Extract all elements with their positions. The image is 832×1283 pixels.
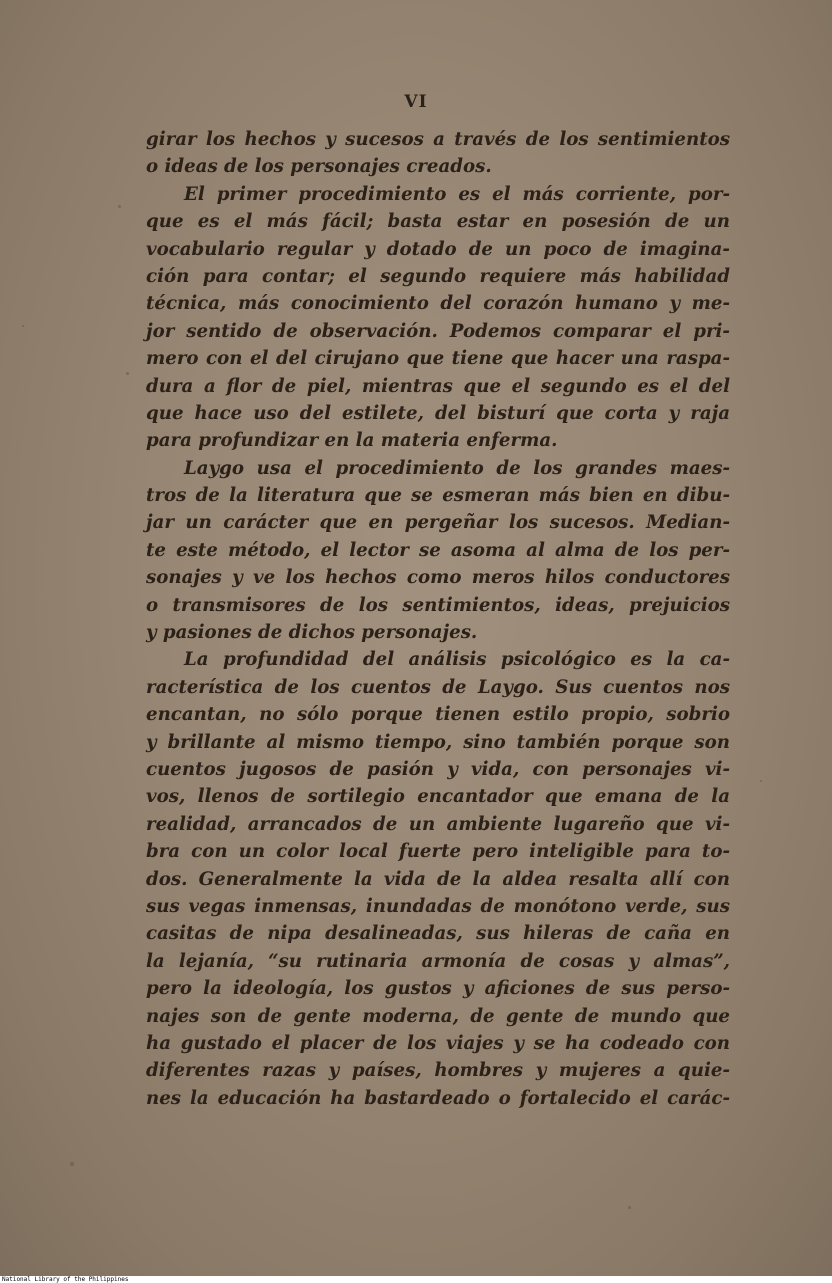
text-line: la lejanía, “su rutinaria armonía de cosas y almas”, <box>146 950 730 972</box>
text-line: jar un carácter que en pergeñar los sucesos. Median- <box>146 512 730 534</box>
text-line: encantan, no sólo porque tienen estilo propio, sobrio <box>146 704 730 726</box>
text-line: cuentos jugosos de pasión y vida, con personajes vi- <box>146 758 730 780</box>
text-line: nes la educación ha bastardeado o fortalecido el carác- <box>146 1087 730 1109</box>
text-line: El primer procedimiento es el más corriente, por- <box>184 183 730 205</box>
text-line: bra con un color local fuerte pero inteligible para to- <box>146 841 730 863</box>
text-line: mero con el del cirujano que tiene que hacer una raspa- <box>146 348 730 370</box>
text-line: sonajes y ve los hechos como meros hilos conductores <box>146 567 730 589</box>
text-line: vos, llenos de sortilegio encantador que emana de la <box>146 786 730 808</box>
paper-speck <box>628 1206 631 1209</box>
text-line: vocabulario regular y dotado de un poco de imagina- <box>146 238 730 260</box>
text-line: técnica, más conocimiento del corazón humano y me- <box>146 293 730 315</box>
text-line: diferentes razas y países, hombres y mujeres a quie- <box>146 1060 730 1082</box>
library-credit: National Library of the Philippines <box>2 1276 129 1283</box>
paper-speck <box>760 780 762 782</box>
text-line: te este método, el lector se asoma al alma de los per- <box>146 539 730 561</box>
text-line: dura a flor de piel, mientras que el segundo es el del <box>146 375 730 397</box>
text-line: jor sentido de observación. Podemos comparar el pri- <box>146 320 730 342</box>
text-line: pero la ideología, los gustos y aficiones de sus perso- <box>146 978 730 1000</box>
text-line: La profundidad del análisis psicológico es la ca- <box>184 649 730 671</box>
text-line: Laygo usa el procedimiento de los grandes maes- <box>184 457 730 479</box>
text-line: casitas de nipa desalineadas, sus hileras de caña en <box>146 923 730 945</box>
text-line: dos. Generalmente la vida de la aldea resalta allí con <box>146 868 730 890</box>
text-line: najes son de gente moderna, de gente de mundo que <box>146 1005 730 1027</box>
text-line: y pasiones de dichos personajes. <box>146 622 478 644</box>
footer-bar <box>0 1276 832 1283</box>
text-line: que hace uso del estilete, del bisturí que corta y raja <box>146 402 730 424</box>
text-line: para profundizar en la materia enferma. <box>146 430 558 452</box>
paper-speck <box>22 325 24 327</box>
text-line: y brillante al mismo tiempo, sino también porque son <box>146 731 730 753</box>
paper-speck <box>126 372 129 375</box>
body-text <box>146 126 730 1112</box>
text-line: o ideas de los personajes creados. <box>146 156 492 178</box>
paper-speck <box>118 205 121 208</box>
text-line: ción para contar; el segundo requiere más habilidad <box>146 265 730 287</box>
text-line: realidad, arrancados de un ambiente lugareño que vi- <box>146 813 730 835</box>
paper-speck <box>70 1162 74 1166</box>
text-line: ha gustado el placer de los viajes y se ha codeado con <box>146 1032 730 1054</box>
text-line: sus vegas inmensas, inundadas de monótono verde, sus <box>146 895 730 917</box>
page-number: VI <box>404 92 428 112</box>
text-line: girar los hechos y sucesos a través de los sentimientos <box>146 129 730 150</box>
text-line: que es el más fácil; basta estar en posesión de un <box>146 211 730 233</box>
text-line: tros de la literatura que se esmeran más bien en dibu- <box>146 485 730 507</box>
text-line: o transmisores de los sentimientos, ideas, prejuicios <box>146 594 730 616</box>
text-line: racterística de los cuentos de Laygo. Sus cuentos nos <box>146 676 730 698</box>
